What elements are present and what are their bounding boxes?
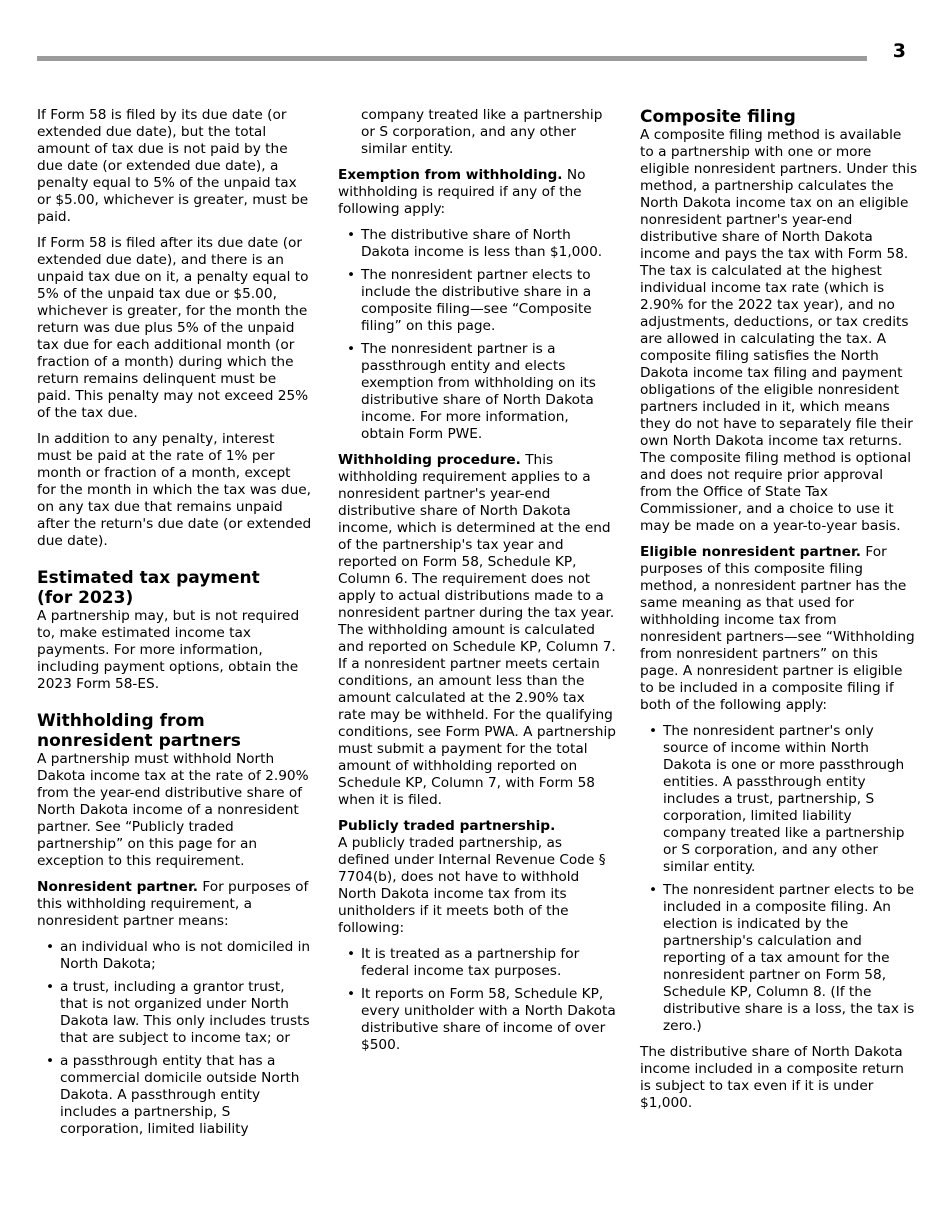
publicly-traded-paragraph: Publicly traded partnership. A publicly traded partnership, as defined under Internal Revenue Code § 7704(b), does not have to withhold North Dakota income tax from its unitholders if it meets both of the following: xyxy=(338,818,606,936)
column-2 xyxy=(338,107,616,1063)
withholding-procedure-paragraph: Withholding procedure. This withholding requirement applies to a nonresident partner's year-end distributive share of North Dakota income, which is determined at the end of the partnership's tax year and reported on Form 58, Schedule KP, Column 6. The requirement does not apply to actual distributions made to a nonresident partner during the tax year. The withholding amount is calculated and reported on Schedule KP, Column 7. If a nonresident partner meets certain conditions, an amount less than the amount calculated at the 2.90% tax rate may be withheld. For the qualifying conditions, see Form PWA. A partnership must submit a payment for the total amount of withholding reported on Schedule KP, Column 7, with Form 58 when it is filed. xyxy=(338,452,616,808)
eligible-partner-paragraph: Eligible nonresident partner. For purposes of this composite filing method, a nonresident partner has the same meaning as that used for withholding income tax from nonresident partners—see “Withholding from nonresident partners” on this page. A nonresident partner is eligible to be included in a composite filing if both of the following apply: xyxy=(640,544,915,713)
list-item: • a trust, including a grantor trust, that is not organized under North Dakota law. This only includes trusts that are subject to income tax; or xyxy=(60,979,312,1047)
nonresident-partner-paragraph: Nonresident partner. For purposes of this withholding requirement, a nonresident partner means: xyxy=(37,879,309,929)
list-item: • The nonresident partner's only source of income within North Dakota is one or more passthrough entities. A passthrough entity includes a trust, partnership, S corporation, limited liability company treated like a partnership or S corporation, and any other similar entity. xyxy=(663,723,918,876)
exemption-paragraph: Exemption from withholding. No withholding is required if any of the following apply: xyxy=(338,167,586,217)
estimated-tax-paragraph: A partnership may, but is not required to, make estimated income tax payments. For more information, including payment options, obtain the 2023 Form 58-ES. xyxy=(37,608,300,692)
nonresident-partner-list xyxy=(37,939,312,1138)
list-item: • an individual who is not domiciled in North Dakota; xyxy=(60,939,312,973)
column-3 xyxy=(640,107,918,1121)
eligible-partner-list xyxy=(640,723,918,1035)
list-item: • The nonresident partner elects to be included in a composite filing. An election is indicated by the partnership's calculation and reporting of a tax amount for the nonresident partner on Form 58, Schedule KP, Column 8. (If the distributive share is a loss, the tax is zero.) xyxy=(663,882,918,1035)
header-rule xyxy=(37,56,867,61)
estimated-tax-heading: Estimated tax payment (for 2023) xyxy=(37,568,260,608)
list-item: • The nonresident partner elects to include the distributive share in a composite filing—see “Composite filing” on this page. xyxy=(361,267,616,335)
withholding-paragraph: A partnership must withhold North Dakota income tax at the rate of 2.90% from the year-end distributive share of North Dakota income of a nonresident partner. See “Publicly traded partnership” on this page for an exception to this requirement. xyxy=(37,751,309,869)
list-item: • The nonresident partner is a passthrough entity and elects exemption from withholding on its distributive share of North Dakota income. For more information, obtain Form PWE. xyxy=(361,341,616,443)
list-item: • The distributive share of North Dakota income is less than $1,000. xyxy=(361,227,616,261)
exemption-list xyxy=(338,227,616,443)
composite-filing-paragraph: A composite filing method is available to a partnership with one or more eligible nonresident partners. Under this method, a partnership calculates the North Dakota income tax on an eligible nonresident partner's year-end distributive share of North Dakota income and pays the tax with Form 58. The tax is calculated at the highest individual income tax rate (which is 2.90% for the 2022 tax year), and no adjustments, deductions, or tax credits are allowed in calculating the tax. A composite filing satisfies the North Dakota income tax filing and payment obligations of the eligible nonresident partners included in it, which means they do not have to separately file their own North Dakota income tax returns. The composite filing method is optional and does not require prior approval from the Office of State Tax Commissioner, and a choice to use it may be made on a year-to-year basis. xyxy=(640,127,918,534)
list-item: • It is treated as a partnership for federal income tax purposes. xyxy=(361,946,616,980)
composite-final-paragraph: The distributive share of North Dakota income included in a composite return is subject to tax even if it is under $1,000. xyxy=(640,1044,904,1111)
composite-filing-heading: Composite filing xyxy=(640,107,796,127)
withholding-heading: Withholding from nonresident partners xyxy=(37,711,241,751)
interest-paragraph: In addition to any penalty, interest must be paid at the rate of 1% per month or fraction of a month, except for the month in which the tax was due, on any tax due that remains unpaid after the return's due date (or extended due date). xyxy=(37,431,312,549)
list-item-continuation: company treated like a partnership or S corporation, and any other similar entity. xyxy=(361,107,603,157)
penalty-paragraph-2: If Form 58 is filed after its due date (or extended due date), and there is an unpaid tax due on it, a penalty equal to 5% of the unpaid tax due or $5.00, whichever is greater, for the month the return was due plus 5% of the unpaid tax due for each additional month (or fraction of a month) during which the return remains delinquent must be paid. This penalty may not exceed 25% of the tax due. xyxy=(37,235,309,421)
list-item: • a passthrough entity that has a commercial domicile outside North Dakota. A passthrough entity includes a partnership, S corporation, limited liability xyxy=(60,1053,312,1138)
list-item: • It reports on Form 58, Schedule KP, every unitholder with a North Dakota distributive share of income of over $500. xyxy=(361,986,616,1054)
column-1 xyxy=(37,107,312,1147)
page-number: 3 xyxy=(892,40,906,62)
publicly-traded-list xyxy=(338,946,616,1054)
penalty-paragraph-1: If Form 58 is filed by its due date (or extended due date), but the total amount of tax due is not paid by the due date (or extended due date), a penalty equal to 5% of the unpaid tax or $5.00, whichever is greater, must be paid. xyxy=(37,107,309,225)
